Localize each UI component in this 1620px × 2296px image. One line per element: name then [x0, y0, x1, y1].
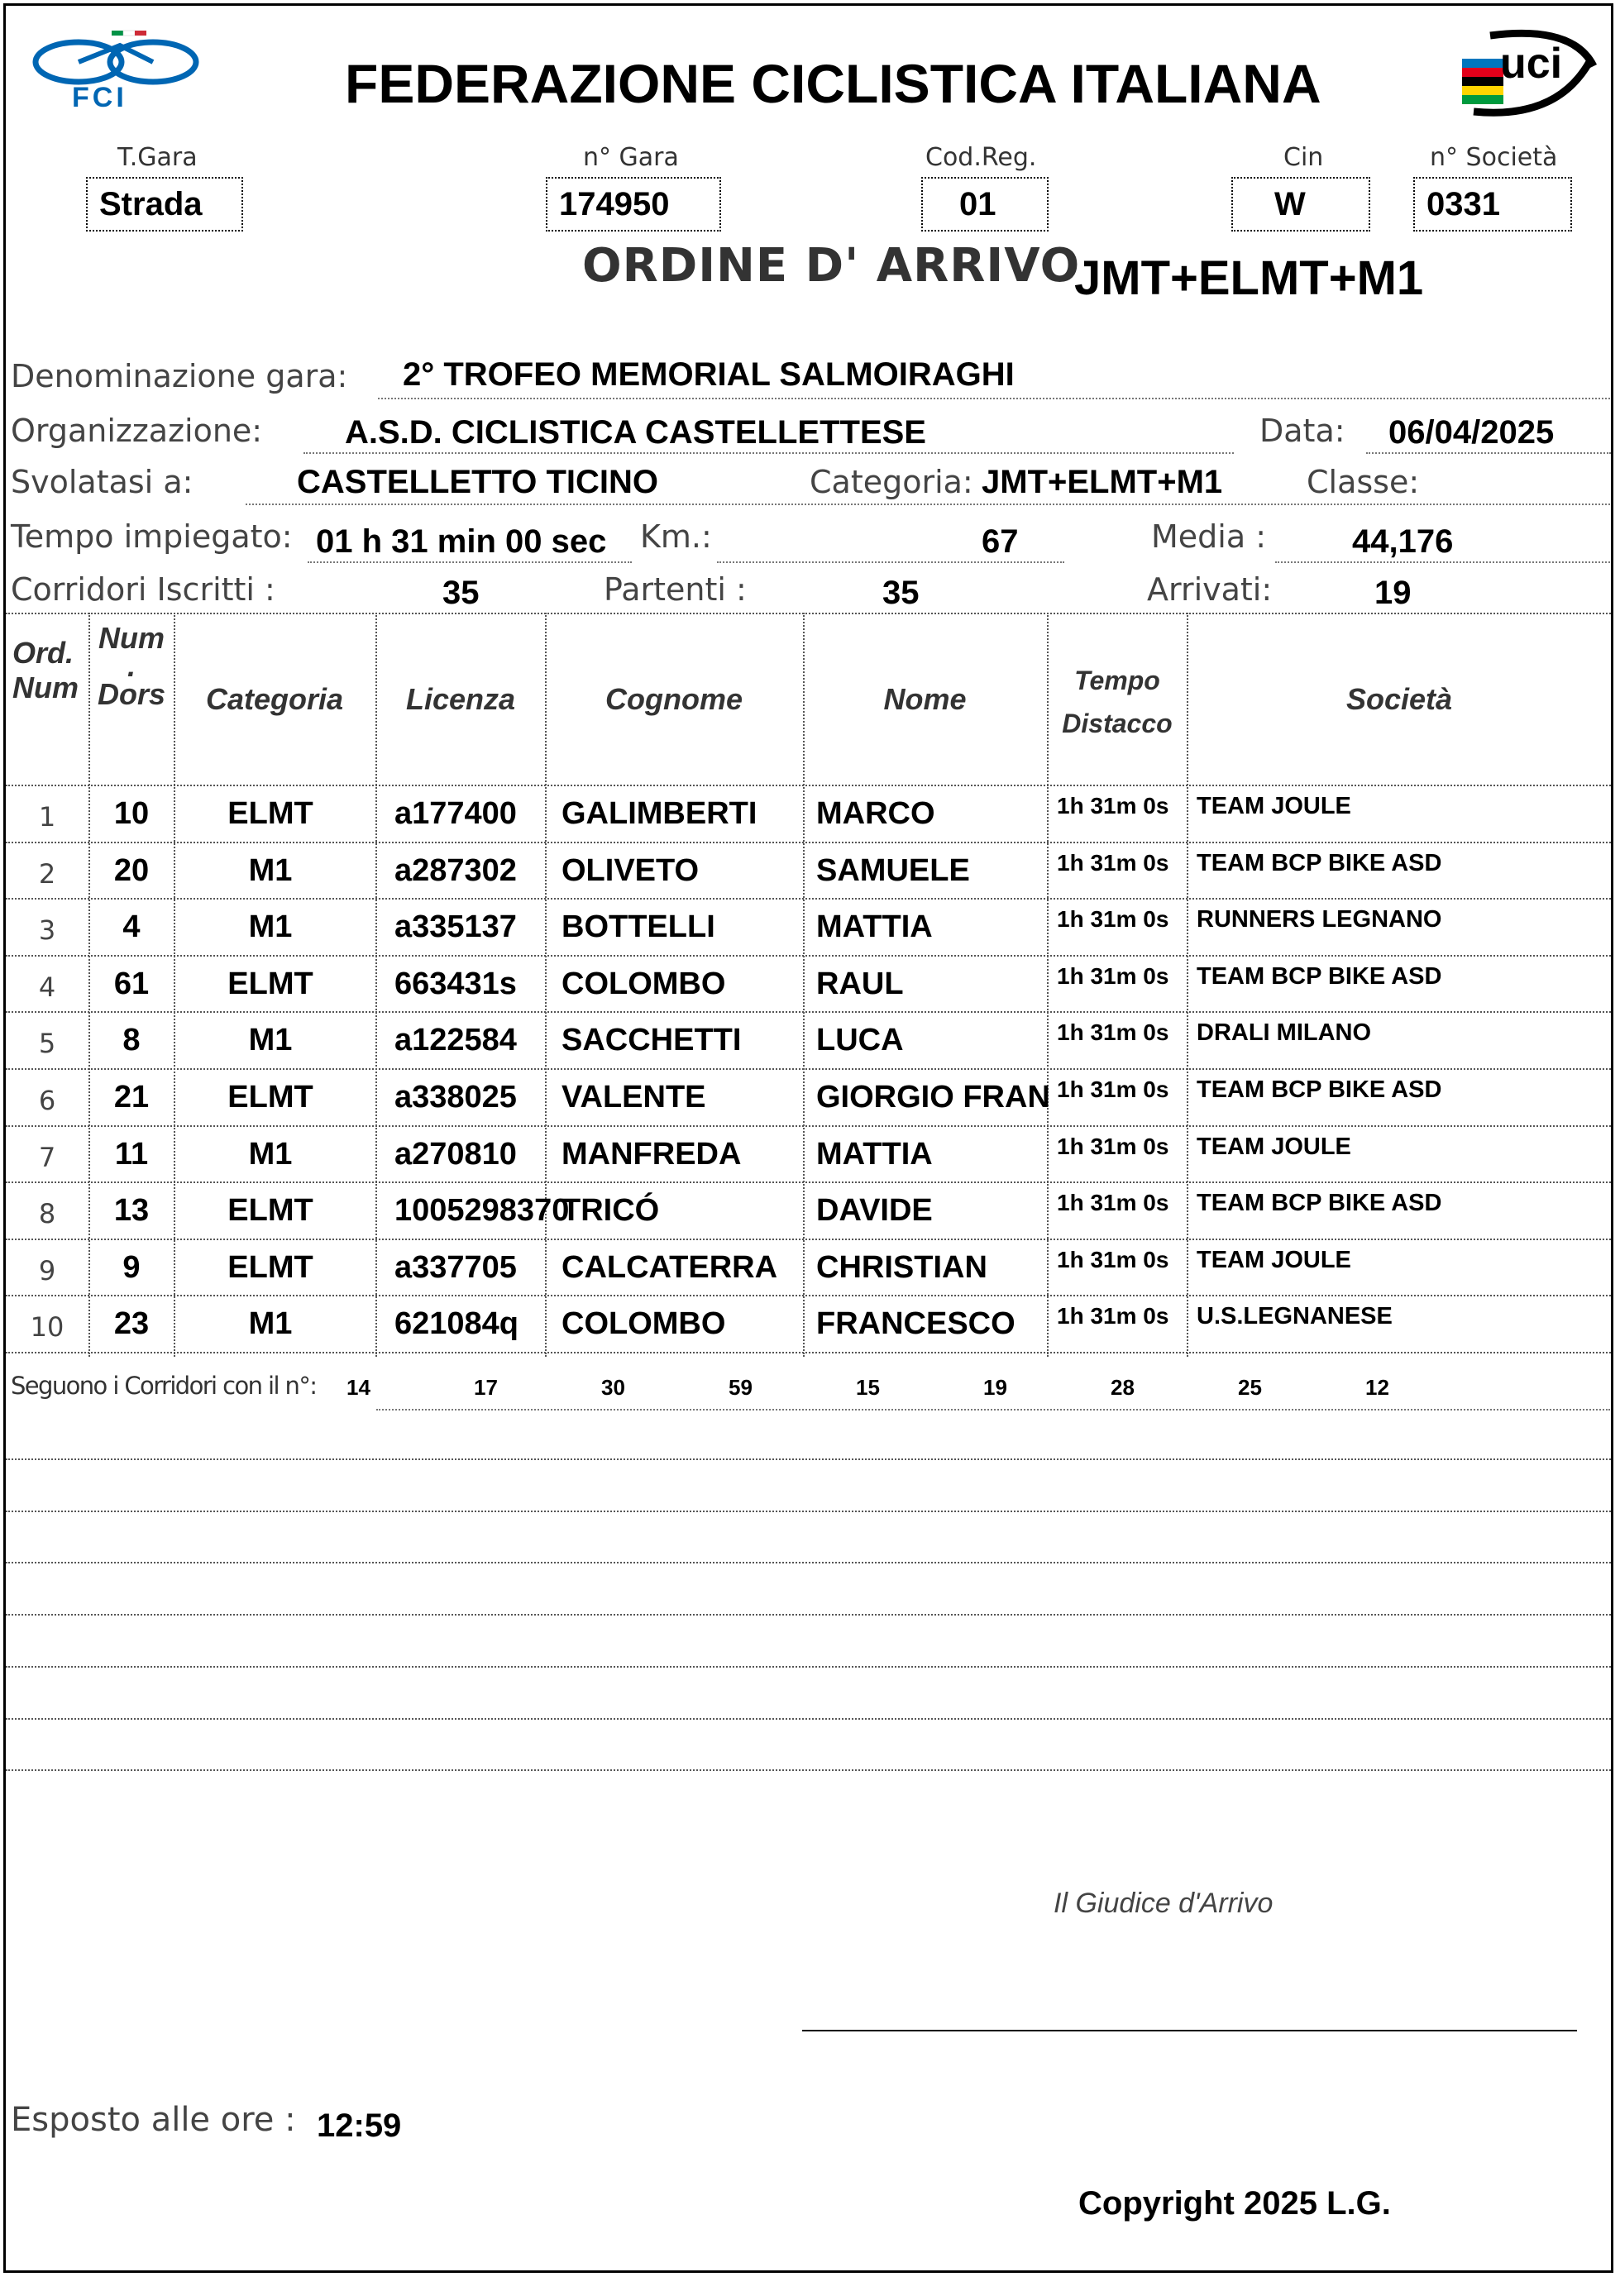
- cell-tempo: 1h 31m 0s: [1057, 906, 1169, 933]
- cell-licenza: a177400: [394, 796, 517, 831]
- giudice-label: Il Giudice d'Arrivo: [1054, 1888, 1274, 1919]
- cell-dors: 8: [122, 1023, 141, 1058]
- seguono-number: 59: [729, 1375, 753, 1400]
- cell-dors: 20: [113, 852, 150, 888]
- cod-reg-value: 01: [921, 177, 1049, 232]
- cell-societa: TEAM BCP BIKE ASD: [1197, 849, 1442, 876]
- t-gara-value: Strada: [86, 177, 243, 232]
- cell-tempo: 1h 31m 0s: [1057, 849, 1169, 876]
- cell-cognome: MANFREDA: [562, 1136, 742, 1172]
- cell-ord: 3: [38, 914, 56, 947]
- cell-licenza: 621084q: [394, 1306, 519, 1342]
- row-divider: [6, 1011, 1611, 1013]
- cell-societa: TEAM JOULE: [1197, 1246, 1351, 1273]
- cell-licenza: a287302: [394, 852, 517, 888]
- cell-categoria: ELMT: [227, 1080, 313, 1115]
- seguono-number: 15: [856, 1375, 880, 1400]
- cell-nome: RAUL: [816, 966, 904, 1001]
- arrivati-label: Arrivati:: [1147, 571, 1273, 608]
- cell-licenza: 663431s: [394, 966, 517, 1001]
- row-divider: [6, 1352, 1611, 1353]
- seguono-number: 12: [1365, 1375, 1389, 1400]
- seguono-number: 30: [601, 1375, 625, 1400]
- cell-licenza: a337705: [394, 1249, 517, 1285]
- signature-line: [802, 2030, 1577, 2031]
- cell-licenza: a338025: [394, 1080, 517, 1115]
- cell-tempo: 1h 31m 0s: [1057, 962, 1169, 989]
- cell-nome: MATTIA: [816, 1136, 933, 1172]
- km-line: [717, 561, 1064, 563]
- km-value: 67: [982, 523, 1019, 560]
- denominazione-value: 2° TROFEO MEMORIAL SALMOIRAGHI: [403, 356, 1015, 393]
- header-dors: [90, 619, 173, 714]
- cell-tempo: 1h 31m 0s: [1057, 1076, 1169, 1102]
- n-societa-label: n° Società: [1430, 143, 1558, 172]
- cell-ord: 4: [38, 971, 56, 1003]
- organizzazione-label: Organizzazione:: [11, 413, 263, 449]
- header-societa: Società: [1345, 682, 1453, 716]
- esposto-label: Esposto alle ore :: [11, 2101, 296, 2139]
- cell-ord: 2: [38, 857, 56, 890]
- cell-ord: 7: [38, 1141, 56, 1173]
- n-societa-value: 0331: [1413, 177, 1572, 232]
- data-line: [1366, 452, 1611, 454]
- iscritti-label: Corridori Iscritti :: [11, 571, 275, 608]
- media-label: Media :: [1151, 518, 1267, 555]
- category-banner: JMT+ELMT+M1: [1074, 251, 1424, 305]
- seguono-number: 19: [983, 1375, 1007, 1400]
- uci-logo-text: uci: [1500, 40, 1563, 88]
- denominazione-line: [378, 398, 1610, 399]
- col-divider-4: [545, 613, 547, 1357]
- cell-cognome: BOTTELLI: [562, 909, 715, 945]
- cell-nome: GIORGIO FRAN: [816, 1080, 1050, 1115]
- cell-licenza: a335137: [394, 909, 517, 945]
- svolatasi-label: Svolatasi a:: [11, 464, 194, 500]
- col-divider-5: [803, 613, 805, 1357]
- cell-tempo: 1h 31m 0s: [1057, 1303, 1169, 1329]
- cell-cognome: OLIVETO: [562, 852, 700, 888]
- cell-societa: TEAM BCP BIKE ASD: [1197, 962, 1442, 990]
- n-gara-value: 174950: [546, 177, 721, 232]
- cell-ord: 6: [38, 1085, 56, 1116]
- organizzazione-value: A.S.D. CICLISTICA CASTELLETTESE: [345, 414, 926, 451]
- cell-dors: 11: [114, 1136, 149, 1172]
- cell-cognome: CALCATERRA: [562, 1249, 778, 1285]
- cell-categoria: ELMT: [227, 1249, 313, 1285]
- cell-categoria: M1: [248, 852, 293, 888]
- table-header-border: [6, 785, 1611, 786]
- iscritti-value: 35: [442, 575, 480, 611]
- cell-tempo: 1h 31m 0s: [1057, 793, 1169, 819]
- seguono-label: Seguono i Corridori con il n°:: [11, 1372, 317, 1400]
- cell-societa: DRALI MILANO: [1197, 1019, 1372, 1047]
- cell-societa: TEAM BCP BIKE ASD: [1197, 1190, 1442, 1217]
- row-divider: [6, 898, 1611, 900]
- cell-dors: 23: [113, 1306, 150, 1342]
- cin-label: Cin: [1283, 143, 1324, 172]
- cell-dors: 10: [113, 796, 150, 831]
- cell-nome: LUCA: [816, 1023, 904, 1058]
- header-ord: [7, 636, 92, 705]
- cell-societa: TEAM JOULE: [1197, 1133, 1351, 1160]
- cell-ord: 8: [38, 1198, 56, 1230]
- row-divider: [6, 1068, 1611, 1070]
- cell-categoria: ELMT: [227, 1193, 313, 1229]
- row-divider: [6, 1239, 1611, 1240]
- tempo-impiegato-label: Tempo impiegato:: [11, 518, 293, 555]
- results-sheet: [3, 3, 1613, 2273]
- media-value: 44,176: [1352, 523, 1454, 560]
- cell-nome: FRANCESCO: [816, 1306, 1015, 1342]
- cell-societa: TEAM JOULE: [1197, 793, 1351, 819]
- cell-cognome: TRICÓ: [562, 1193, 660, 1229]
- categoria-value: JMT+ELMT+M1: [982, 464, 1223, 500]
- blank-line-3: [6, 1562, 1611, 1563]
- cell-tempo: 1h 31m 0s: [1057, 1133, 1169, 1159]
- fci-bike-icon: [29, 29, 203, 87]
- data-label: Data:: [1259, 413, 1345, 449]
- partenti-value: 35: [882, 575, 920, 611]
- col-divider-3: [375, 613, 377, 1357]
- fci-logo-text: FCI: [72, 82, 127, 113]
- cell-cognome: COLOMBO: [562, 1306, 726, 1342]
- cell-dors: 4: [122, 909, 141, 945]
- cell-categoria: M1: [248, 1136, 293, 1172]
- blank-line-1: [6, 1458, 1611, 1460]
- cell-nome: CHRISTIAN: [816, 1249, 987, 1285]
- seguono-number: 14: [346, 1375, 370, 1400]
- t-gara-label: T.Gara: [117, 143, 198, 172]
- col-divider-7: [1187, 613, 1188, 1357]
- cell-nome: MARCO: [816, 796, 935, 831]
- cell-cognome: SACCHETTI: [562, 1023, 742, 1058]
- partenti-label: Partenti :: [604, 571, 747, 608]
- blank-line-4: [6, 1614, 1611, 1616]
- seguono-line: [376, 1409, 1610, 1411]
- header-cognome: Cognome: [605, 682, 743, 716]
- row-divider: [6, 1125, 1611, 1127]
- cell-cognome: GALIMBERTI: [562, 796, 757, 831]
- cell-ord: 9: [38, 1254, 56, 1286]
- cell-ord: 10: [30, 1311, 65, 1344]
- header-nome: Nome: [883, 682, 967, 716]
- tempo-impiegato-value: 01 h 31 min 00 sec: [316, 523, 607, 560]
- cell-nome: SAMUELE: [816, 852, 970, 888]
- km-label: Km.:: [640, 518, 712, 555]
- denominazione-label: Denominazione gara:: [11, 358, 348, 394]
- cell-societa: U.S.LEGNANESE: [1197, 1303, 1393, 1330]
- blank-line-7: [6, 1769, 1611, 1771]
- row-divider: [6, 1181, 1611, 1183]
- cell-licenza: a270810: [394, 1136, 517, 1172]
- svolatasi-line: [246, 504, 1610, 505]
- cell-dors: 21: [113, 1080, 150, 1115]
- cell-categoria: M1: [248, 909, 293, 945]
- header-tempo-line2: Distacco: [1062, 709, 1173, 738]
- n-gara-label: n° Gara: [583, 143, 679, 172]
- blank-line-5: [6, 1666, 1611, 1668]
- cell-licenza: 1005298370: [394, 1193, 570, 1229]
- header-tempo-line1: Tempo: [1074, 666, 1160, 695]
- header-categoria: Categoria: [205, 682, 344, 716]
- cell-cognome: COLOMBO: [562, 966, 726, 1001]
- cell-nome: DAVIDE: [816, 1193, 933, 1229]
- arrivati-value: 19: [1374, 575, 1412, 611]
- seguono-number: 25: [1238, 1375, 1262, 1400]
- organizzazione-line: [303, 452, 1234, 454]
- cell-dors: 9: [122, 1249, 141, 1285]
- cod-reg-label: Cod.Reg.: [925, 143, 1037, 172]
- cell-tempo: 1h 31m 0s: [1057, 1246, 1169, 1272]
- row-divider: [6, 842, 1611, 843]
- cell-categoria: M1: [248, 1023, 293, 1058]
- header-dors-line1: Num: [98, 621, 165, 655]
- esposto-value: 12:59: [317, 2107, 402, 2144]
- cell-categoria: M1: [248, 1306, 293, 1342]
- header-dors-line3: Dors: [97, 677, 166, 711]
- page-title: FEDERAZIONE CICLISTICA ITALIANA: [345, 53, 1321, 114]
- blank-line-2: [6, 1511, 1611, 1512]
- cell-tempo: 1h 31m 0s: [1057, 1190, 1169, 1216]
- cell-ord: 5: [38, 1028, 56, 1060]
- cell-ord: 1: [38, 801, 56, 833]
- header-licenza: Licenza: [405, 682, 516, 716]
- header-ord-line2: Num: [12, 671, 79, 704]
- svolatasi-value: CASTELLETTO TICINO: [297, 464, 659, 500]
- categoria-label: Categoria:: [810, 464, 973, 500]
- fci-logo: [29, 29, 203, 116]
- cell-dors: 61: [113, 966, 150, 1001]
- classe-label: Classe:: [1307, 464, 1420, 500]
- data-value: 06/04/2025: [1388, 414, 1555, 451]
- blank-line-6: [6, 1718, 1611, 1720]
- cell-categoria: ELMT: [227, 966, 313, 1001]
- cell-cognome: VALENTE: [562, 1080, 706, 1115]
- cell-dors: 13: [113, 1193, 150, 1229]
- cell-tempo: 1h 31m 0s: [1057, 1019, 1169, 1046]
- header-ord-line1: Ord.: [12, 636, 74, 670]
- cell-nome: MATTIA: [816, 909, 933, 945]
- row-divider: [6, 1295, 1611, 1296]
- copyright: Copyright 2025 L.G.: [1078, 2185, 1391, 2222]
- cell-licenza: a122584: [394, 1023, 517, 1058]
- cin-value: W: [1231, 177, 1370, 232]
- header-dors-line2: .: [127, 649, 136, 683]
- media-line: [1275, 561, 1610, 563]
- tempo-line: [308, 561, 632, 563]
- seguono-number: 28: [1111, 1375, 1135, 1400]
- header-tempo: [1049, 659, 1186, 745]
- cell-societa: RUNNERS LEGNANO: [1197, 906, 1442, 933]
- seguono-number: 17: [474, 1375, 498, 1400]
- cell-societa: TEAM BCP BIKE ASD: [1197, 1076, 1442, 1103]
- cell-categoria: ELMT: [227, 796, 313, 831]
- row-divider: [6, 955, 1611, 957]
- table-top-border: [6, 613, 1611, 614]
- document-title: ORDINE D' ARRIVO: [582, 239, 1081, 293]
- uci-logo: [1457, 29, 1598, 120]
